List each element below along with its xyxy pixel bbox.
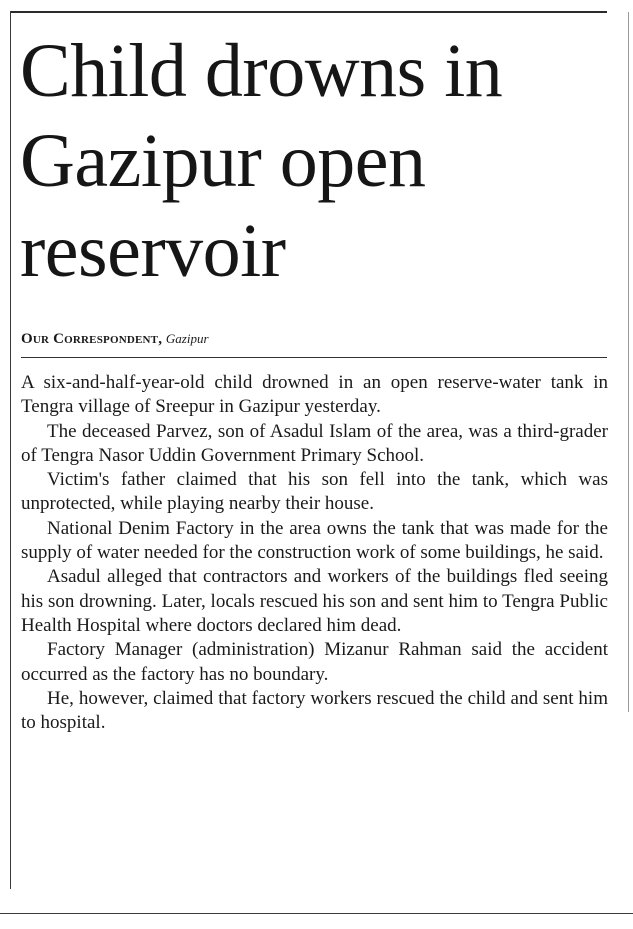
byline-location: Gazipur (165, 331, 209, 346)
article-paragraph: Victim's father claimed that his son fell into the tank, which was unprotected, while playing nearby their house. (21, 469, 608, 515)
right-border-rule (628, 12, 629, 712)
byline (21, 330, 209, 348)
bottom-border-rule (0, 913, 633, 914)
top-border-rule (10, 11, 607, 13)
article-paragraph: Asadul alleged that contractors and workers of the buildings fled seeing his son drowning. Later, locals rescued his son and sent him to Tengra Public Health Hospital where doctors declared him dead. (21, 566, 608, 636)
article-paragraph: Factory Manager (administration) Mizanur Rahman said the accident occurred as the factory has no boundary. (21, 639, 608, 685)
left-border-rule (10, 11, 11, 889)
article-paragraph: A six-and-half-year-old child drowned in an open reserve-water tank in Tengra village of Sreepur in Gazipur yesterday. (21, 372, 608, 418)
article-paragraph: He, however, claimed that factory workers rescued the child and sent him to hospital. (21, 687, 608, 734)
article-paragraph: National Denim Factory in the area owns the tank that was made for the supply of water needed for the construction work of some buildings, he said. (21, 517, 608, 564)
byline-correspondent: Our Correspondent, (21, 331, 163, 347)
article-body (21, 371, 608, 735)
headline: Child drowns in Gazipur open reservoir (20, 29, 503, 293)
article-paragraph: The deceased Parvez, son of Asadul Islam of the area, was a third-grader of Tengra Nasor Uddin Government Primary School. (21, 420, 608, 466)
byline-divider (21, 357, 607, 358)
